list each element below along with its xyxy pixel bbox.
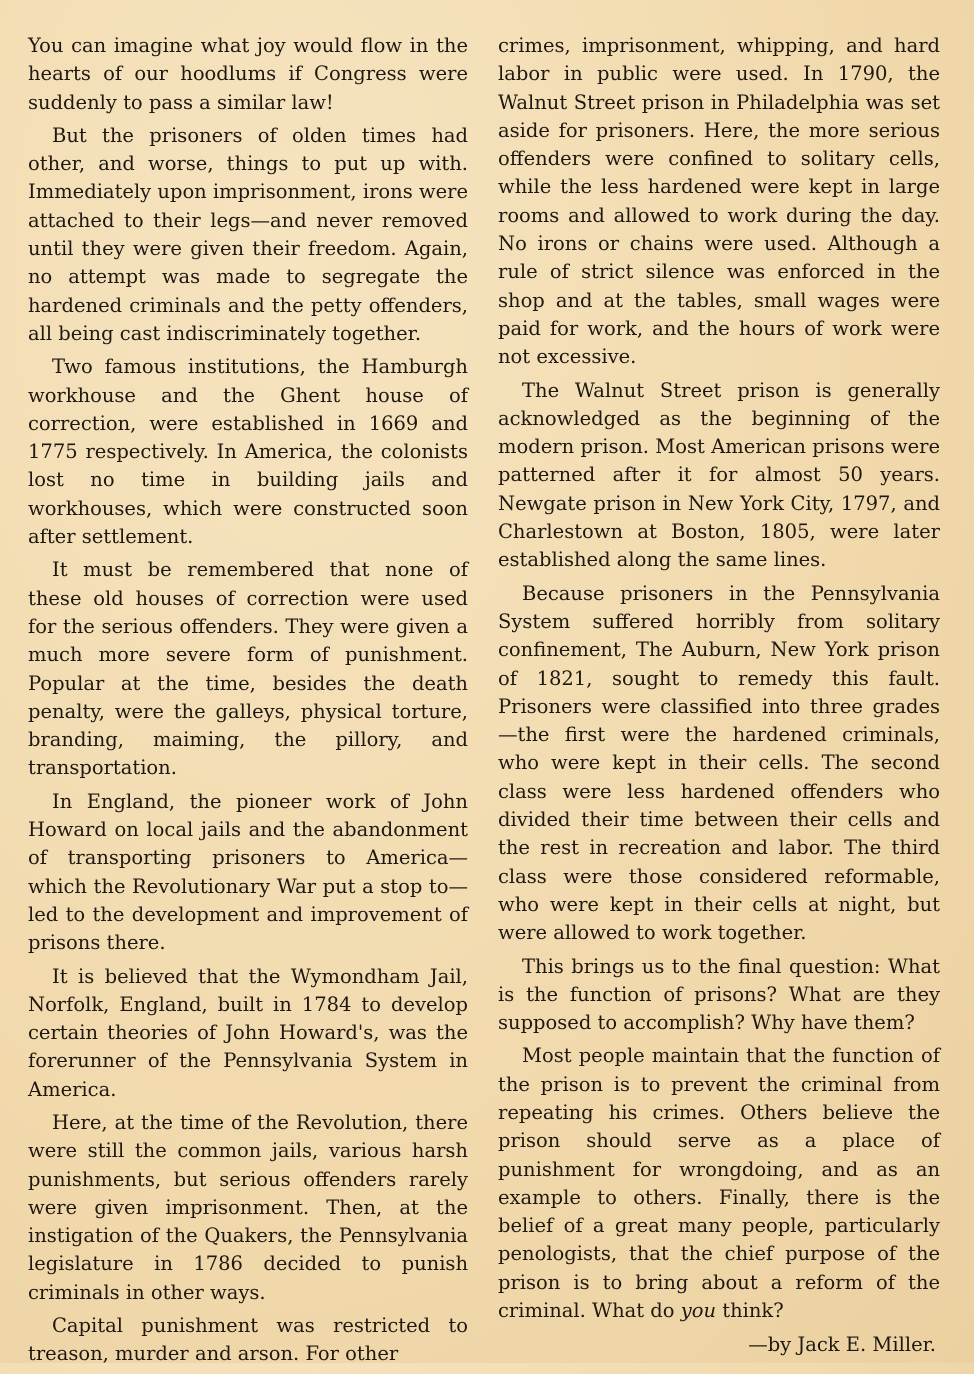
final-paragraph: [498, 1042, 940, 1325]
paragraph: In England, the pioneer work of John Howard on local jails and the abandonment of transporting prisoners to America—which the Revolutionary War put a stop to—led to the development and improvement of prisons there.: [28, 789, 468, 955]
closing-text: think?: [716, 1299, 784, 1323]
paragraph: You can imagine what joy would flow in the hearts of our hoodlums if Congress were suddenly to pass a similar law!: [28, 34, 468, 114]
paragraph: This brings us to the final question: What is the function of prisons? What are they supposed to accomplish? Why have them?: [498, 954, 940, 1035]
author-byline: —by Jack E. Miller.: [748, 1333, 936, 1357]
paragraph: Here, at the time of the Revolution, there were still the common jails, various harsh punishments, but serious offenders rarely were given imprisonment. Then, at the instigation of the Quakers, the Pennsylvania legislature in 1786 decided to punish criminals in other ways.: [28, 1110, 468, 1304]
paragraph: Because prisoners in the Pennsylvania System suffered horribly from solitary confinement, The Auburn, New York prison of 1821, sought to remedy this fault. Prisoners were classified into three grades—the first were the hardened criminals, who were kept in their cells. The second class were less hardened offenders who divided their time between their cells and the rest in recreation and labor. The third class were those considered reformable, who were kept in their cells at night, but were allowed to work together.: [498, 581, 940, 945]
right-column: [498, 32, 940, 1360]
paragraph: But the prisoners of olden times had other, and worse, things to put up with. Immediately upon imprisonment, irons were attached to their legs—and never removed until they were given their freedom. Again, no attempt was made to segregate the hardened criminals and the petty offenders, all being cast indiscriminately together.: [28, 123, 468, 345]
left-column: [28, 32, 468, 1374]
paragraph: Two famous institutions, the Hamburgh workhouse and the Ghent house of correction, were established in 1669 and 1775 respectively. In America, the colonists lost no time in building jails and workhouses, which were constructed soon after settlement.: [28, 355, 468, 549]
paragraph: It must be remembered that none of these old houses of correction were used for the serious offenders. They were given a much more severe form of punishment. Popular at the time, besides the death penalty, were the galleys, physical torture, branding, maiming, the pillory, and transportation.: [28, 558, 468, 780]
paragraph: Capital punishment was restricted to treason, murder and arson. For other: [28, 1314, 468, 1366]
paragraph: crimes, imprisonment, whipping, and hard labor in public were used. In 1790, the Walnut Street prison in Philadelphia was set aside for prisoners. Here, the more serious offenders were confined to solitary cells, while the less hardened were kept in large rooms and allowed to work during the day. No irons or chains were used. Although a rule of strict silence was enforced in the shop and at the tables, small wages were paid for work, and the hours of work were not excessive.: [498, 34, 940, 369]
paragraph: It is believed that the Wymondham Jail, Norfolk, England, built in 1784 to develop certain theories of John Howard's, was the forerunner of the Pennsylvania System in America.: [28, 964, 468, 1101]
emphasis-word: you: [680, 1299, 717, 1323]
paragraph: The Walnut Street prison is generally acknowledged as the beginning of the modern prison. Most American prisons were patterned after it for almost 50 years. Newgate prison in New York City, 1797, and Charlestown at Boston, 1805, were later established along the same lines.: [498, 378, 940, 572]
paragraph-text: Most people maintain that the function of the prison is to prevent the criminal from repeating his crimes. Others believe the prison should serve as a place of punishment for wrongdoing, and as an example to others. Finally, there is the belief of a great many people, particularly penologists, that the chief purpose of the prison is to bring about a reform of the criminal. What do: [498, 1044, 940, 1323]
